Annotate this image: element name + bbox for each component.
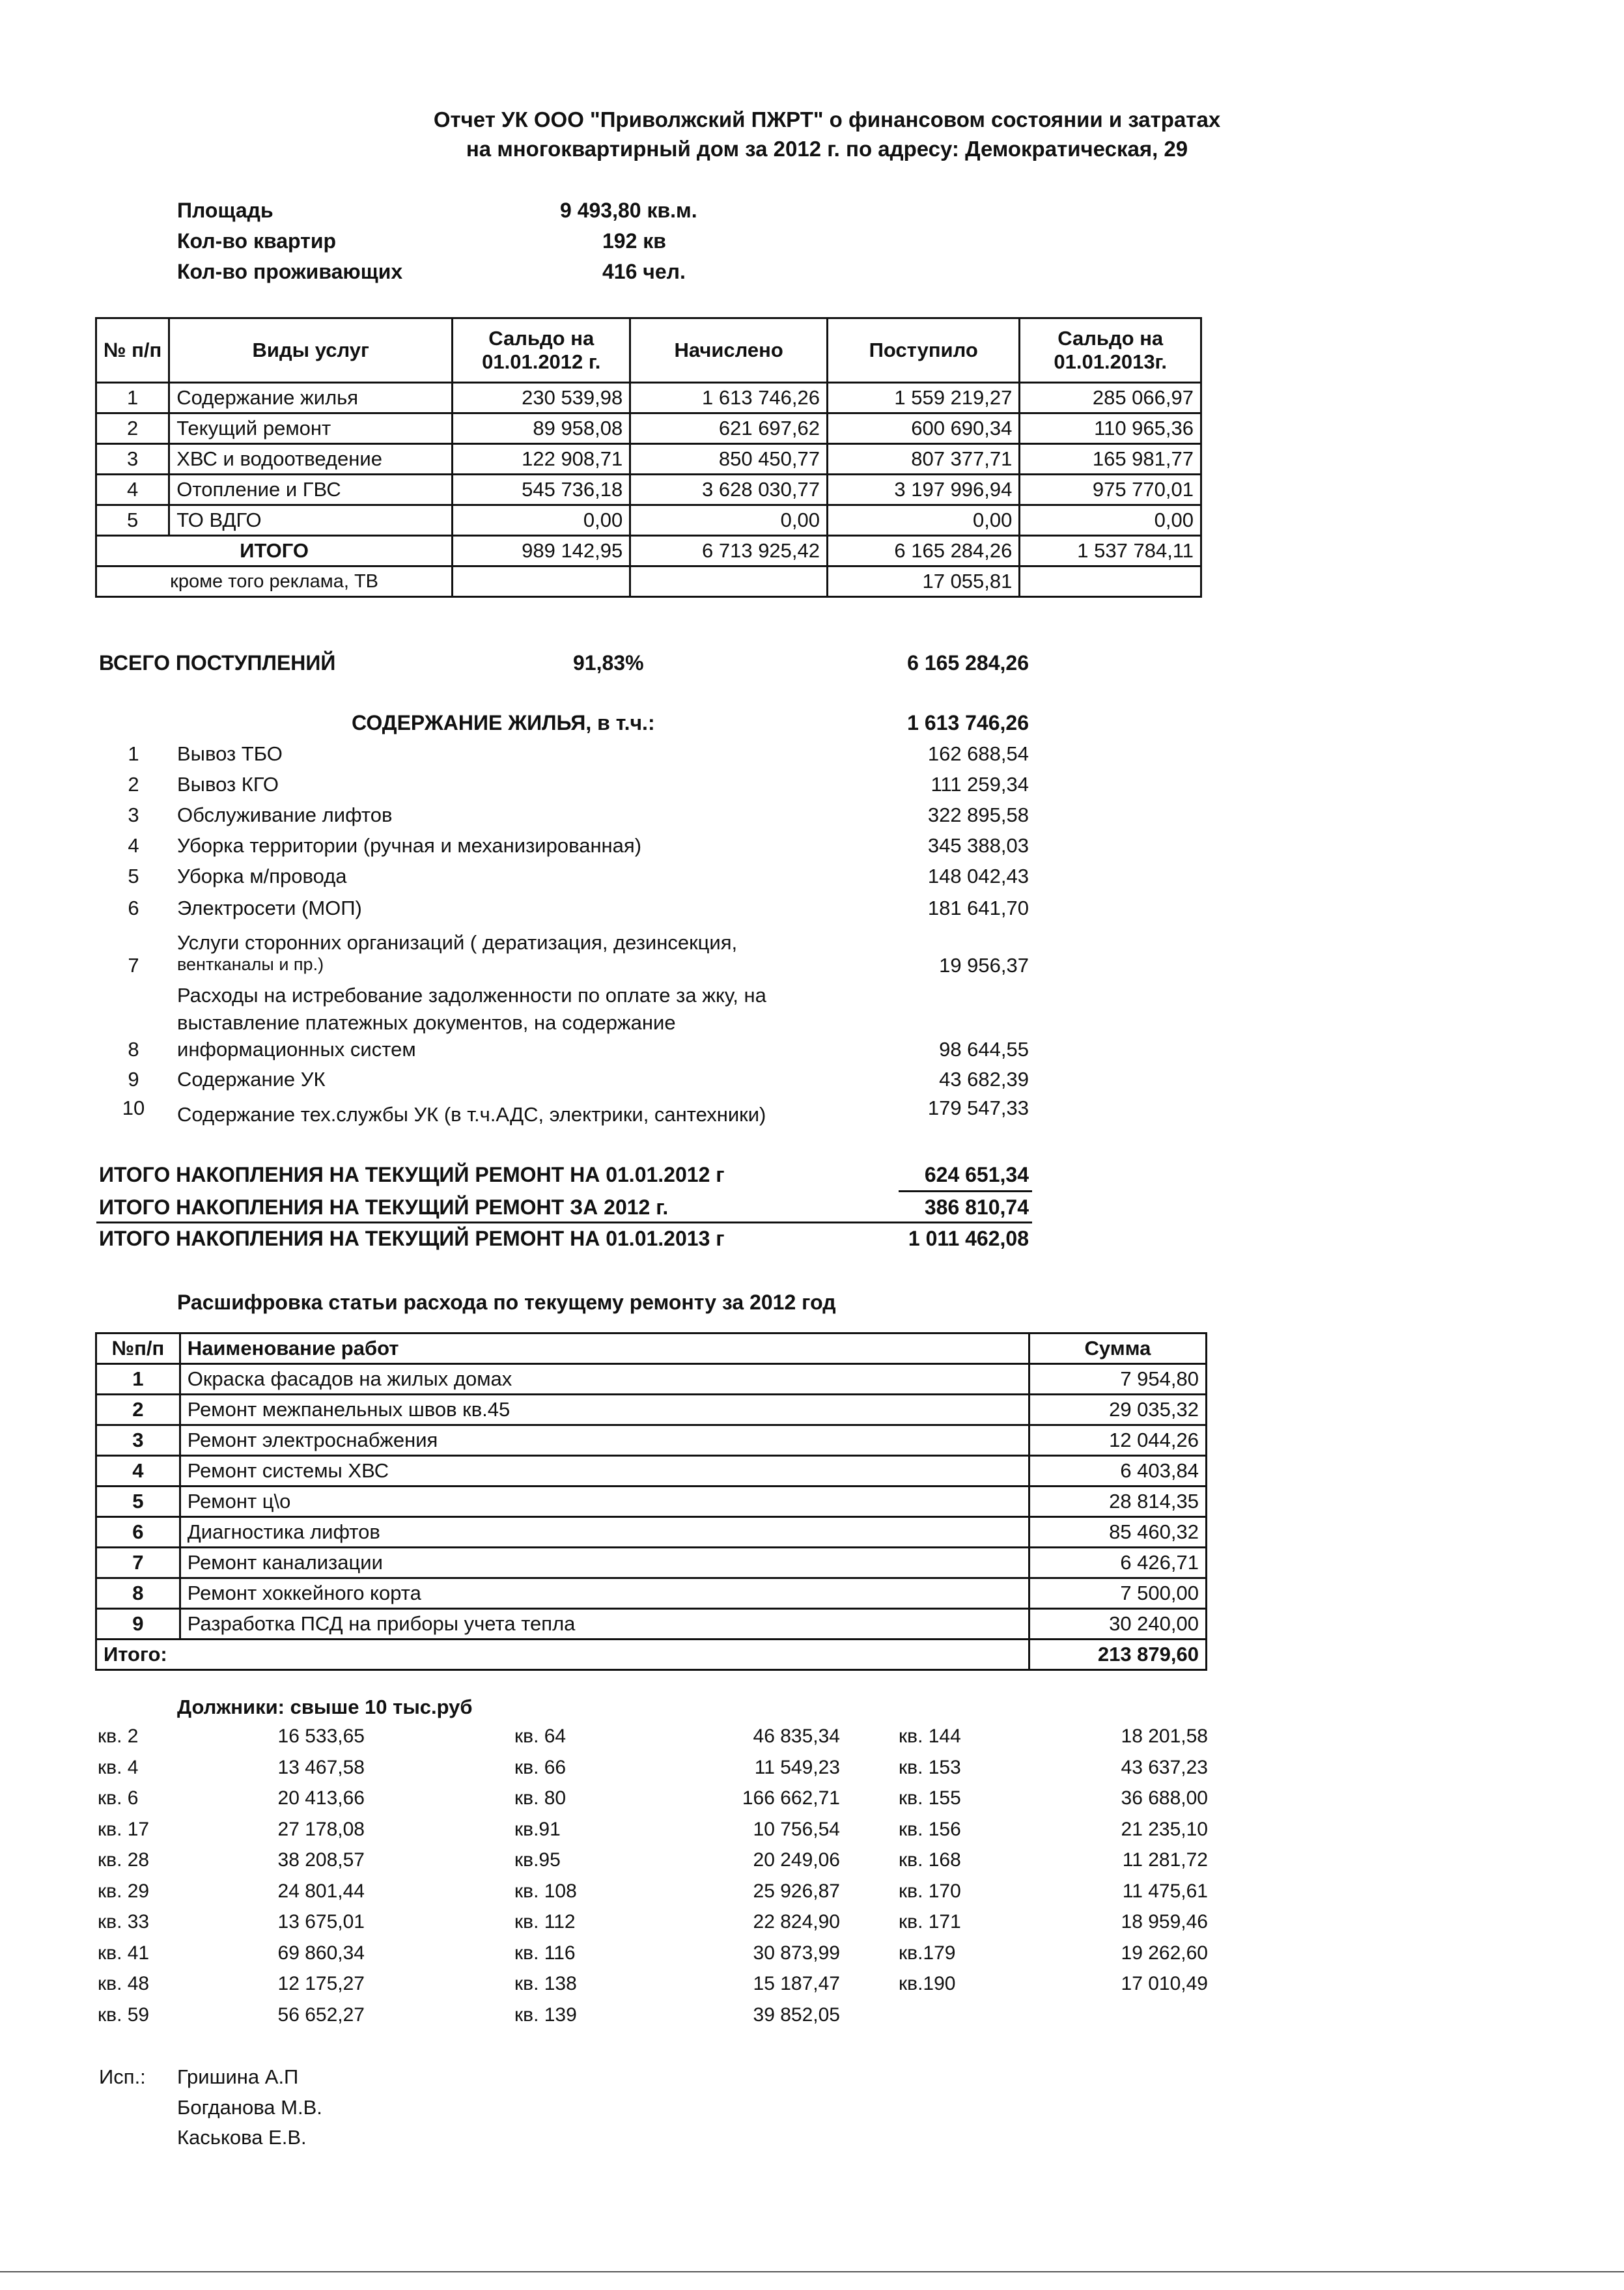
total-label: ИТОГО — [96, 536, 453, 566]
table-row — [96, 1456, 1207, 1487]
received: 807 377,71 — [828, 444, 1020, 475]
item-name: Содержание УК — [177, 1068, 326, 1091]
item-name: Уборка м/провода — [177, 865, 347, 887]
item-number: 3 — [128, 803, 139, 826]
debtor-amount: 43 637,23 — [1121, 1756, 1208, 1778]
row-number: 3 — [96, 1425, 180, 1456]
work-name: Ремонт системы ХВС — [180, 1456, 1029, 1487]
debtor-apartment: кв. 80 — [514, 1787, 567, 1809]
debtor-apartment: кв.91 — [514, 1818, 561, 1840]
row-number: 4 — [96, 475, 169, 505]
table-row — [96, 475, 1201, 505]
debtor-amount: 22 824,90 — [753, 1911, 840, 1933]
item-number: 4 — [128, 834, 139, 857]
debtor-apartment: кв. 41 — [98, 1942, 150, 1964]
work-name: Разработка ПСД на приборы учета тепла — [180, 1609, 1029, 1640]
item-value: 345 388,03 — [927, 834, 1029, 857]
debtor-apartment: кв. 66 — [514, 1756, 567, 1778]
saldo-start: 89 958,08 — [453, 413, 630, 444]
report-title-line1: Отчет УК ООО "Приволжский ПЖРТ" о финансовом состоянии и затратах — [433, 107, 1221, 132]
item-name-line3: информационных систем — [177, 1038, 416, 1061]
debtor-apartment: кв. 168 — [899, 1849, 961, 1871]
total-received: 6 165 284,26 — [828, 536, 1020, 566]
item-number: 2 — [128, 773, 139, 796]
debtor-amount: 30 873,99 — [753, 1942, 840, 1964]
debtor-apartment: кв. 116 — [514, 1942, 576, 1964]
debtor-apartment: кв. 17 — [98, 1818, 150, 1840]
repair-total-label: Итого: — [96, 1640, 1029, 1670]
area-label: Площадь — [177, 199, 273, 222]
services-header-row — [96, 318, 1201, 383]
col-sum-header: Сумма — [1029, 1334, 1206, 1364]
service-name: Содержание жилья — [169, 383, 453, 413]
repair-header-row — [96, 1334, 1207, 1364]
received: 600 690,34 — [828, 413, 1020, 444]
row-number: 2 — [96, 413, 169, 444]
item-name: Обслуживание лифтов — [177, 803, 393, 826]
saldo-end: 0,00 — [1020, 505, 1201, 536]
table-row — [96, 1609, 1207, 1640]
debtor-amount: 10 756,54 — [753, 1818, 840, 1840]
item-name-line2: вентканалы и пр.) — [177, 955, 324, 974]
debtor-apartment: кв. 4 — [98, 1756, 139, 1778]
row-number: 1 — [96, 383, 169, 413]
work-name: Ремонт ц\о — [180, 1487, 1029, 1517]
debtor-apartment: кв. 139 — [514, 2004, 577, 2026]
maintenance-total: 1 613 746,26 — [907, 711, 1029, 734]
item-value: 162 688,54 — [927, 742, 1029, 765]
work-sum: 7 954,80 — [1029, 1364, 1206, 1395]
debtor-apartment: кв. 171 — [899, 1911, 961, 1933]
debtor-amount: 25 926,87 — [753, 1880, 840, 1902]
debtor-apartment: кв. 2 — [98, 1725, 139, 1747]
empty-cell — [453, 566, 630, 597]
debtor-apartment: кв. 6 — [98, 1787, 139, 1809]
debtor-amount: 13 675,01 — [277, 1911, 365, 1933]
accrued: 621 697,62 — [630, 413, 828, 444]
saldo-end: 110 965,36 — [1020, 413, 1201, 444]
col-received-header: Поступило — [828, 318, 1020, 383]
table-row — [96, 505, 1201, 536]
work-sum: 7 500,00 — [1029, 1578, 1206, 1609]
table-row — [96, 444, 1201, 475]
debtor-amount: 18 959,46 — [1121, 1911, 1208, 1933]
work-sum: 29 035,32 — [1029, 1395, 1206, 1425]
services-total-row — [96, 536, 1201, 566]
row-number: 9 — [96, 1609, 180, 1640]
work-name: Ремонт межпанельных швов кв.45 — [180, 1395, 1029, 1425]
debtor-amount: 56 652,27 — [277, 2004, 365, 2026]
row-number: 5 — [96, 1487, 180, 1517]
work-name: Окраска фасадов на жилых домах — [180, 1364, 1029, 1395]
service-name: Текущий ремонт — [169, 413, 453, 444]
item-value: 148 042,43 — [927, 865, 1029, 887]
item-name: Электросети (МОП) — [177, 897, 362, 919]
accumulation-label: ИТОГО НАКОПЛЕНИЯ НА ТЕКУЩИЙ РЕМОНТ НА 01.01.2012 г — [99, 1163, 725, 1186]
work-name: Ремонт электроснабжения — [180, 1425, 1029, 1456]
saldo-end: 285 066,97 — [1020, 383, 1201, 413]
residents-label: Кол-во проживающих — [177, 260, 403, 283]
table-row — [96, 1364, 1207, 1395]
row-number: 2 — [96, 1395, 180, 1425]
row-number: 6 — [96, 1517, 180, 1548]
total-saldo-start: 989 142,95 — [453, 536, 630, 566]
item-value: 43 682,39 — [939, 1068, 1029, 1091]
debtor-apartment: кв. 48 — [98, 1973, 150, 1994]
repair-total-value: 213 879,60 — [1029, 1640, 1206, 1670]
maintenance-heading: СОДЕРЖАНИЕ ЖИЛЬЯ, в т.ч.: — [352, 711, 655, 734]
debtors-heading: Должники: свыше 10 тыс.руб — [177, 1696, 473, 1718]
table-row — [96, 1395, 1207, 1425]
debtor-apartment: кв. 138 — [514, 1973, 577, 1994]
debtor-amount: 18 201,58 — [1121, 1725, 1208, 1747]
item-name: Вывоз ТБО — [177, 742, 283, 765]
accrued: 1 613 746,26 — [630, 383, 828, 413]
executors-label: Исп.: — [99, 2065, 146, 2088]
work-sum: 85 460,32 — [1029, 1517, 1206, 1548]
work-sum: 6 403,84 — [1029, 1456, 1206, 1487]
table-row — [96, 1425, 1207, 1456]
repair-heading: Расшифровка статьи расхода по текущему ремонту за 2012 год — [177, 1291, 836, 1314]
work-sum: 6 426,71 — [1029, 1548, 1206, 1578]
accumulation-label: ИТОГО НАКОПЛЕНИЯ НА ТЕКУЩИЙ РЕМОНТ ЗА 2012 г. — [99, 1195, 669, 1219]
empty-cell — [1020, 566, 1201, 597]
col-number-header: №п/п — [96, 1334, 180, 1364]
debtor-apartment: кв. 112 — [514, 1911, 576, 1933]
debtor-amount: 12 175,27 — [277, 1973, 365, 1994]
debtor-amount: 38 208,57 — [277, 1849, 365, 1871]
debtor-amount: 24 801,44 — [277, 1880, 365, 1902]
accumulation-label: ИТОГО НАКОПЛЕНИЯ НА ТЕКУЩИЙ РЕМОНТ НА 01.01.2013 г — [99, 1227, 725, 1250]
table-row — [96, 1548, 1207, 1578]
service-name: ТО ВДГО — [169, 505, 453, 536]
row-number: 7 — [96, 1548, 180, 1578]
debtor-amount: 16 533,65 — [277, 1725, 365, 1747]
accumulation-value: 386 810,74 — [924, 1195, 1029, 1219]
debtor-amount: 27 178,08 — [277, 1818, 365, 1840]
total-saldo-end: 1 537 784,11 — [1020, 536, 1201, 566]
saldo-end: 165 981,77 — [1020, 444, 1201, 475]
total-accrued: 6 713 925,42 — [630, 536, 828, 566]
service-name: Отопление и ГВС — [169, 475, 453, 505]
item-name-line1: Услуги сторонних организаций ( дератизация, дезинсекция, — [177, 931, 738, 954]
work-sum: 12 044,26 — [1029, 1425, 1206, 1456]
service-name: ХВС и водоотведение — [169, 444, 453, 475]
debtor-amount: 36 688,00 — [1121, 1787, 1208, 1809]
debtor-amount: 13 467,58 — [277, 1756, 365, 1778]
receipts-value: 6 165 284,26 — [907, 651, 1029, 675]
row-number: 3 — [96, 444, 169, 475]
debtor-amount: 15 187,47 — [753, 1973, 840, 1994]
item-value: 19 956,37 — [939, 954, 1029, 977]
accumulation-value: 624 651,34 — [924, 1163, 1029, 1186]
debtor-apartment: кв. 170 — [899, 1880, 961, 1902]
item-number: 5 — [128, 865, 139, 887]
debtor-amount: 11 281,72 — [1122, 1849, 1208, 1871]
debtor-apartment: кв. 153 — [899, 1756, 961, 1778]
work-name: Диагностика лифтов — [180, 1517, 1029, 1548]
work-sum: 30 240,00 — [1029, 1609, 1206, 1640]
debtor-apartment: кв. 144 — [899, 1725, 961, 1747]
item-name-line2: выставление платежных документов, на содержание — [177, 1011, 676, 1034]
debtor-apartment: кв.95 — [514, 1849, 561, 1871]
received: 0,00 — [828, 505, 1020, 536]
item-name: Уборка территории (ручная и механизированная) — [177, 834, 642, 857]
accrued: 3 628 030,77 — [630, 475, 828, 505]
table-row — [96, 383, 1201, 413]
row-number: 4 — [96, 1456, 180, 1487]
item-name: Вывоз КГО — [177, 773, 279, 796]
item-name-line1: Расходы на истребование задолженности по оплате за жку, на — [177, 984, 766, 1007]
table-row — [96, 1517, 1207, 1548]
item-value: 322 895,58 — [927, 803, 1029, 826]
services-extra-row — [96, 566, 1201, 597]
area-value: 9 493,80 кв.м. — [560, 199, 697, 222]
debtor-apartment: кв.190 — [899, 1973, 956, 1994]
empty-cell — [630, 566, 828, 597]
executor-name: Гришина А.П — [177, 2065, 299, 2088]
saldo-start: 545 736,18 — [453, 475, 630, 505]
item-number: 6 — [128, 897, 139, 919]
receipts-label: ВСЕГО ПОСТУПЛЕНИЙ — [99, 651, 336, 675]
debtor-amount: 21 235,10 — [1121, 1818, 1208, 1840]
residents-value: 416 чел. — [602, 260, 686, 283]
work-sum: 28 814,35 — [1029, 1487, 1206, 1517]
item-name: Содержание тех.службы УК (в т.ч.АДС, электрики, сантехники) — [177, 1103, 766, 1126]
table-row — [96, 1487, 1207, 1517]
item-number: 8 — [128, 1038, 139, 1061]
saldo-start: 230 539,98 — [453, 383, 630, 413]
apartments-value: 192 кв — [602, 229, 666, 253]
item-number: 7 — [128, 954, 139, 977]
repair-table — [95, 1332, 1207, 1671]
debtor-apartment: кв. 59 — [98, 2004, 150, 2026]
debtor-amount: 39 852,05 — [753, 2004, 840, 2026]
table-row — [96, 1578, 1207, 1609]
debtor-amount: 69 860,34 — [277, 1942, 365, 1964]
col-number-header: № п/п — [96, 318, 169, 383]
accrued: 850 450,77 — [630, 444, 828, 475]
col-saldo-end-header: Сальдо на 01.01.2013г. — [1020, 318, 1201, 383]
item-value: 111 259,34 — [931, 773, 1029, 796]
item-number: 1 — [128, 742, 139, 765]
item-value: 179 547,33 — [927, 1096, 1029, 1119]
debtor-apartment: кв. 156 — [899, 1818, 961, 1840]
accrued: 0,00 — [630, 505, 828, 536]
page-bottom-rule — [0, 2271, 1624, 2272]
extra-label: кроме того реклама, ТВ — [96, 566, 453, 597]
item-value: 181 641,70 — [927, 897, 1029, 919]
col-saldo-start-header: Сальдо на 01.01.2012 г. — [453, 318, 630, 383]
debtor-apartment: кв. 155 — [899, 1787, 961, 1809]
debtor-amount: 11 549,23 — [754, 1756, 840, 1778]
item-number: 9 — [128, 1068, 139, 1091]
report-title-line2: на многоквартирный дом за 2012 г. по адресу: Демократическая, 29 — [466, 137, 1188, 161]
item-value: 98 644,55 — [939, 1038, 1029, 1061]
saldo-start: 0,00 — [453, 505, 630, 536]
accumulation-value: 1 011 462,08 — [908, 1227, 1029, 1250]
apartments-label: Кол-во квартир — [177, 229, 337, 253]
debtor-apartment: кв. 108 — [514, 1880, 577, 1902]
row-number: 1 — [96, 1364, 180, 1395]
row-number: 8 — [96, 1578, 180, 1609]
debtor-apartment: кв. 29 — [98, 1880, 150, 1902]
debtor-apartment: кв. 28 — [98, 1849, 150, 1871]
debtor-amount: 46 835,34 — [753, 1725, 840, 1747]
received: 1 559 219,27 — [828, 383, 1020, 413]
work-name: Ремонт хоккейного корта — [180, 1578, 1029, 1609]
services-table — [95, 317, 1202, 598]
receipts-percent: 91,83% — [573, 651, 644, 675]
item-number: 10 — [122, 1096, 145, 1119]
debtor-amount: 17 010,49 — [1121, 1973, 1208, 1994]
repair-total-row — [96, 1640, 1207, 1670]
debtor-apartment: кв.179 — [899, 1942, 956, 1964]
executor-name: Каськова Е.В. — [177, 2126, 307, 2149]
debtor-apartment: кв. 64 — [514, 1725, 567, 1747]
debtor-amount: 20 249,06 — [753, 1849, 840, 1871]
divider — [899, 1190, 1032, 1192]
col-service-header: Виды услуг — [169, 318, 453, 383]
debtor-amount: 19 262,60 — [1121, 1942, 1208, 1964]
debtor-amount: 166 662,71 — [742, 1787, 840, 1809]
debtor-apartment: кв. 33 — [98, 1911, 150, 1933]
col-accrued-header: Начислено — [630, 318, 828, 383]
extra-received: 17 055,81 — [828, 566, 1020, 597]
debtor-amount: 20 413,66 — [277, 1787, 365, 1809]
executor-name: Богданова М.В. — [177, 2096, 322, 2119]
col-work-header: Наименование работ — [180, 1334, 1029, 1364]
table-row — [96, 413, 1201, 444]
row-number: 5 — [96, 505, 169, 536]
received: 3 197 996,94 — [828, 475, 1020, 505]
saldo-start: 122 908,71 — [453, 444, 630, 475]
debtor-amount: 11 475,61 — [1122, 1880, 1208, 1902]
saldo-end: 975 770,01 — [1020, 475, 1201, 505]
divider — [96, 1222, 1032, 1223]
work-name: Ремонт канализации — [180, 1548, 1029, 1578]
